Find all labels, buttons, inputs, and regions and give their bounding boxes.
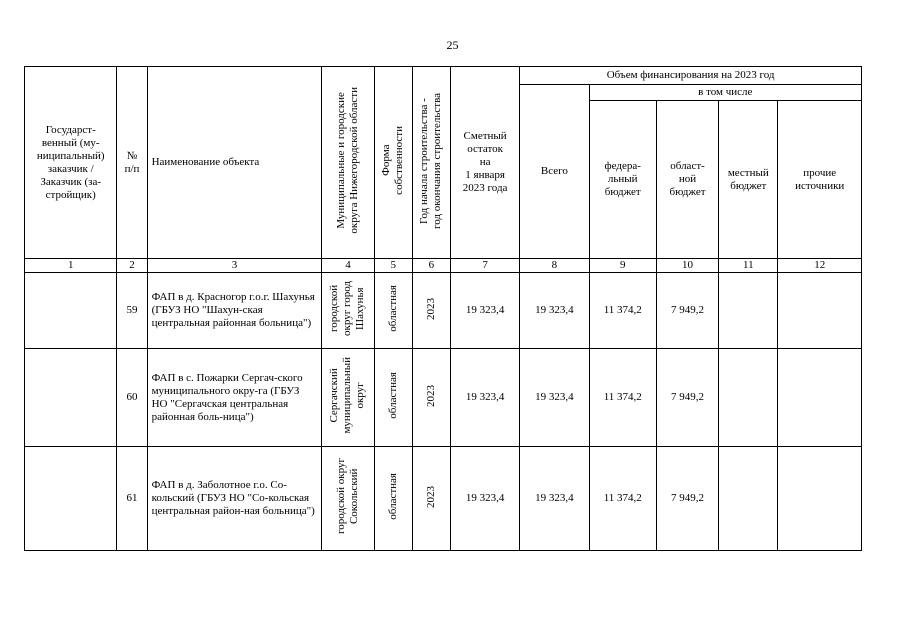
row-municipality: городской округ город Шахунья (322, 273, 374, 349)
row-index: 59 (117, 273, 147, 349)
column-number: 9 (589, 259, 656, 273)
row-regional: 7 949,2 (656, 447, 718, 551)
row-years: 2023 (412, 447, 450, 551)
row-index: 61 (117, 447, 147, 551)
row-index: 60 (117, 349, 147, 447)
header-customer: Государст- венный (му- ниципальный) заказчик / Заказчик (за- стройщик) (25, 67, 117, 259)
column-number: 3 (147, 259, 322, 273)
row-federal: 11 374,2 (589, 447, 656, 551)
column-number: 12 (778, 259, 862, 273)
row-federal: 11 374,2 (589, 349, 656, 447)
row-regional: 7 949,2 (656, 349, 718, 447)
row-local (719, 447, 778, 551)
header-total: Всего (520, 85, 589, 259)
row-estimate-rest: 19 323,4 (450, 273, 519, 349)
table-row (25, 349, 862, 447)
row-object-name: ФАП в с. Пожарки Сергач-ского муниципального окру-га (ГБУЗ НО "Сергачская центральная районная боль-ница") (147, 349, 322, 447)
header-local: местный бюджет (719, 101, 778, 259)
column-number: 4 (322, 259, 374, 273)
header-municipality: Муниципальные и городские округа Нижегородской области (322, 67, 374, 259)
row-municipality: городской округ Сокольский (322, 447, 374, 551)
row-object-name: ФАП в д. Красногор г.о.г. Шахунья (ГБУЗ НО "Шахун-ская центральная районная больница") (147, 273, 322, 349)
column-number: 7 (450, 259, 519, 273)
column-numbers-row (25, 259, 862, 273)
header-ownership: Форма собственности (374, 67, 412, 259)
header-federal: федера- льный бюджет (589, 101, 656, 259)
column-number: 11 (719, 259, 778, 273)
row-total: 19 323,4 (520, 447, 589, 551)
page-number: 25 (446, 38, 459, 52)
column-number: 8 (520, 259, 589, 273)
row-years: 2023 (412, 273, 450, 349)
row-municipality: Сергачский муниципальный округ (322, 349, 374, 447)
column-number: 6 (412, 259, 450, 273)
row-federal: 11 374,2 (589, 273, 656, 349)
header-other: прочие источники (778, 101, 862, 259)
row-customer (25, 447, 117, 551)
row-other (778, 447, 862, 551)
row-object-name: ФАП в д. Заболотное г.о. Со-кольский (ГБУЗ НО "Со-кольская центральная район-ная больница") (147, 447, 322, 551)
row-customer (25, 349, 117, 447)
table-row (25, 273, 862, 349)
row-customer (25, 273, 117, 349)
row-estimate-rest: 19 323,4 (450, 349, 519, 447)
row-years: 2023 (412, 349, 450, 447)
financing-table (24, 66, 862, 551)
table-row (25, 447, 862, 551)
row-total: 19 323,4 (520, 349, 589, 447)
row-local (719, 349, 778, 447)
row-ownership: областная (374, 349, 412, 447)
header-regional: област- ной бюджет (656, 101, 718, 259)
row-total: 19 323,4 (520, 273, 589, 349)
column-number: 1 (25, 259, 117, 273)
row-regional: 7 949,2 (656, 273, 718, 349)
row-ownership: областная (374, 447, 412, 551)
row-estimate-rest: 19 323,4 (450, 447, 519, 551)
row-ownership: областная (374, 273, 412, 349)
header-estimate-rest: Сметный остаток на 1 января 2023 года (450, 67, 519, 259)
row-other (778, 273, 862, 349)
header-including: в том числе (589, 85, 861, 101)
column-number: 5 (374, 259, 412, 273)
header-years: Год начала строительства - год окончания строительства (412, 67, 450, 259)
header-funding-group: Объем финансирования на 2023 год (520, 67, 862, 85)
column-number: 10 (656, 259, 718, 273)
row-other (778, 349, 862, 447)
header-index: № п/п (117, 67, 147, 259)
header-object-name: Наименование объекта (147, 67, 322, 259)
row-local (719, 273, 778, 349)
column-number: 2 (117, 259, 147, 273)
